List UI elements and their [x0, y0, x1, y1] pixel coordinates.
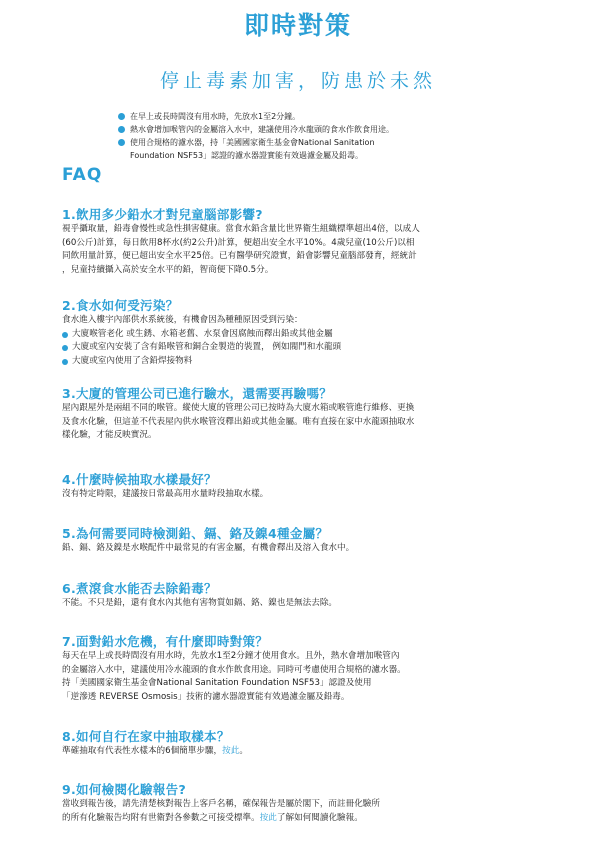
faq-item-9	[62, 782, 540, 825]
faq-bullet: 大廈喉管老化 或生銹、水箱老舊、水泵會因腐蝕而釋出鉛或其他金屬	[62, 328, 540, 342]
faq-answer: 準確抽取有代表性水樣本的6個簡單步驟，按此。	[62, 746, 248, 756]
click-here-link[interactable]: 按此	[222, 746, 240, 756]
faq-answer: ，兒童持續攝入高於安全水平的鉛，智商便下降0.5分。	[62, 264, 274, 275]
intro-item	[118, 136, 558, 162]
faq-item-8	[62, 729, 540, 759]
bullet-dot-icon	[62, 359, 68, 365]
click-here-link[interactable]: 按此	[259, 812, 277, 823]
faq-item-4	[62, 472, 540, 502]
faq-item-2	[62, 298, 540, 368]
bullet-dot-icon	[62, 345, 68, 351]
faq-answer: 不能。不只是鉛，還有食水內其他有害物質如鎘、鉻、鎳也是無法去除。	[62, 598, 338, 608]
intro-text: 在早上或長時間沒有用水時，先放水1至2分鐘。	[130, 112, 301, 121]
intro-text: 使用合規格的濾水器，持「美國國家衛生基金會National Sanitation	[130, 138, 375, 147]
bullet-dot-icon	[118, 126, 125, 133]
faq-question: 3.大廈的管理公司已進行驗水，還需要再驗嗎？	[62, 386, 333, 401]
faq-question: 7.面對鉛水危機，有什麼即時對策？	[62, 634, 269, 649]
faq-item-5	[62, 526, 540, 556]
faq-answer: 視乎攝取量，鉛毒會慢性或急性損害健康。當食水鉛含量比世界衛生組織標準超出4倍，以成人	[62, 224, 420, 234]
faq-answer: 持「美國國家衛生基金會National Sanitation Foundation NSF53」認證及使用	[62, 678, 372, 689]
faq-question: 6.煮滾食水能否去除鉛毒？	[62, 581, 217, 596]
intro-text: 熱水會增加喉管內的金屬溶入水中，建議使用冷水龍頭的食水作飲食用途。	[130, 125, 394, 134]
faq-answer: 每天在早上或長時間沒有用水時，先放水1至2分鐘才使用食水。且外，熱水會增加喉管內	[62, 651, 400, 661]
faq-answer: 沒有特定時限，建議按日常最高用水量時段抽取水樣。	[62, 489, 269, 499]
faq-item-3	[62, 386, 540, 443]
faq-question: 8.如何自行在家中抽取樣本？	[62, 729, 230, 744]
faq-question: 5.為何需要同時檢測鉛、鎘、鉻及鎳4種金屬？	[62, 526, 329, 541]
faq-answer: 的金屬溶入水中，建議使用冷水龍頭的食水作飲食用途。同時可考慮使用合規格的濾水器。	[62, 664, 406, 675]
bullet-dot-icon	[62, 332, 68, 338]
intro-item	[118, 110, 558, 123]
page-subtitle: 停止毒素加害，防患於未然	[159, 70, 436, 92]
page-title: 即時對策	[243, 11, 352, 40]
faq-question: 2.食水如何受污染？	[62, 298, 179, 313]
faq-question: 1.飲用多少鉛水才對兒童腦部影響?	[62, 207, 263, 222]
faq-item-1	[62, 207, 540, 277]
intro-text: Foundation NSF53」認證的濾水器證實能有效過濾金屬及鉛毒。	[130, 151, 364, 160]
faq-answer: 樣化驗，才能反映實況。	[62, 430, 157, 441]
faq-answer: 食水進入樓宇內部供水系統後，有機會因為種種原因受到污染：	[62, 315, 303, 325]
faq-answer: 「逆滲透 REVERSE Osmosis」技術的濾水器證實能有效過濾金屬及鉛毒。	[62, 691, 350, 702]
intro-tips	[118, 110, 558, 162]
faq-question: 4.什麼時候抽取水樣最好？	[62, 472, 217, 487]
faq-heading: FAQ	[62, 165, 103, 185]
faq-answer: 鉛、鎘、鉻及鎳是水喉配件中最常見的有害金屬，有機會釋出及溶入食水中。	[62, 543, 355, 553]
faq-answer: 的所有化驗報告均附有世衛對各參數之可接受標準。按此了解如何閱讀化驗報。	[62, 812, 363, 823]
intro-item	[118, 123, 558, 136]
faq-answer: 同飲用量計算，便已超出安全水平25倍。已有醫學研究證實，鉛會影響兒童腦部發育，經統計	[62, 251, 417, 262]
faq-answer: 及食水化驗，但這並不代表屋內供水喉管沒釋出鉛或其他金屬。唯有直接在家中水龍頭抽取水	[62, 416, 415, 427]
faq-question: 9.如何檢閱化驗報告?	[62, 782, 186, 797]
faq-item-7	[62, 634, 540, 704]
faq-answer: 屋內跟屋外是兩組不同的喉管。縱使大廈的管理公司已按時為大廈水箱或喉管進行維修、更換	[62, 403, 415, 413]
bullet-dot-icon	[118, 139, 125, 146]
faq-bullet: 大廈或室內安裝了含有鉛喉管和銅合金製造的裝置， 例如閥門和水龍頭	[62, 341, 540, 355]
faq-bullet: 大廈或室內使用了含鉛焊接物料	[62, 355, 540, 369]
faq-item-6	[62, 581, 540, 611]
faq-answer: 當收到報告後，請先清楚核對報告上客戶名稱，確保報告是屬於閣下，而註冊化驗所	[62, 799, 380, 809]
bullet-dot-icon	[118, 113, 125, 120]
faq-answer: (60公斤)計算，每日飲用8杯水(約2公升)計算，便超出安全水平10%。4歲兒童(10公斤)以相	[62, 237, 415, 248]
